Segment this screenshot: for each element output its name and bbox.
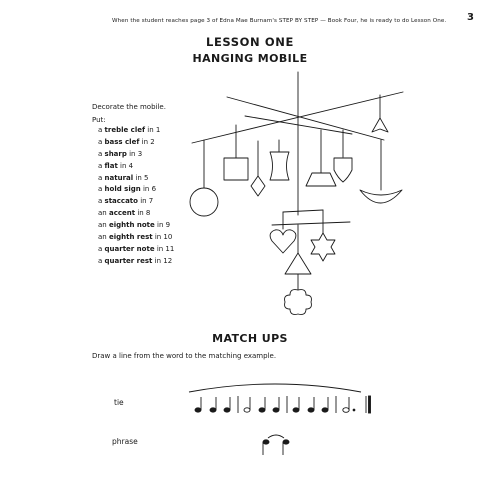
list-item: a hold sign in 6 [98,185,157,194]
list-item: a natural in 5 [98,173,149,182]
section-title-match-ups: MATCH UPS [212,332,288,345]
match-instruction: Draw a line from the word to the matching example. [92,352,277,360]
list-item: a flat in 4 [98,161,134,170]
phrase-slur [189,384,361,392]
mobile-instruction: Decorate the mobile. [92,103,166,111]
section-title-hanging-mobile: HANGING MOBILE [192,52,308,65]
list-item: a sharp in 3 [98,149,143,158]
list-item: a bass clef in 2 [98,137,155,146]
lesson-title: LESSON ONE [206,35,294,49]
list-item: a treble clef in 1 [98,126,161,134]
page-number: 3 [467,12,474,23]
tie-curve [268,435,284,438]
match-word-tie: tie [114,398,124,407]
final-bar [369,396,371,413]
list-item: an eighth note in 9 [98,221,171,230]
list-item: a staccato in 7 [98,197,154,206]
list-item: a quarter rest in 12 [98,256,173,265]
header-note: When the student reaches page 3 of Edna Mae Burnam's STEP BY STEP — Book Four, he is ready to do Lesson One. [112,18,447,24]
rhythm-example-1 [195,396,371,413]
rhythm-example-2 [263,435,289,455]
list-item: an eighth rest in 10 [98,233,173,242]
list-item: an accent in 8 [98,209,151,218]
match-word-phrase: phrase [112,437,138,446]
list-item: a quarter note in 11 [98,244,175,253]
put-label: Put: [92,116,106,124]
